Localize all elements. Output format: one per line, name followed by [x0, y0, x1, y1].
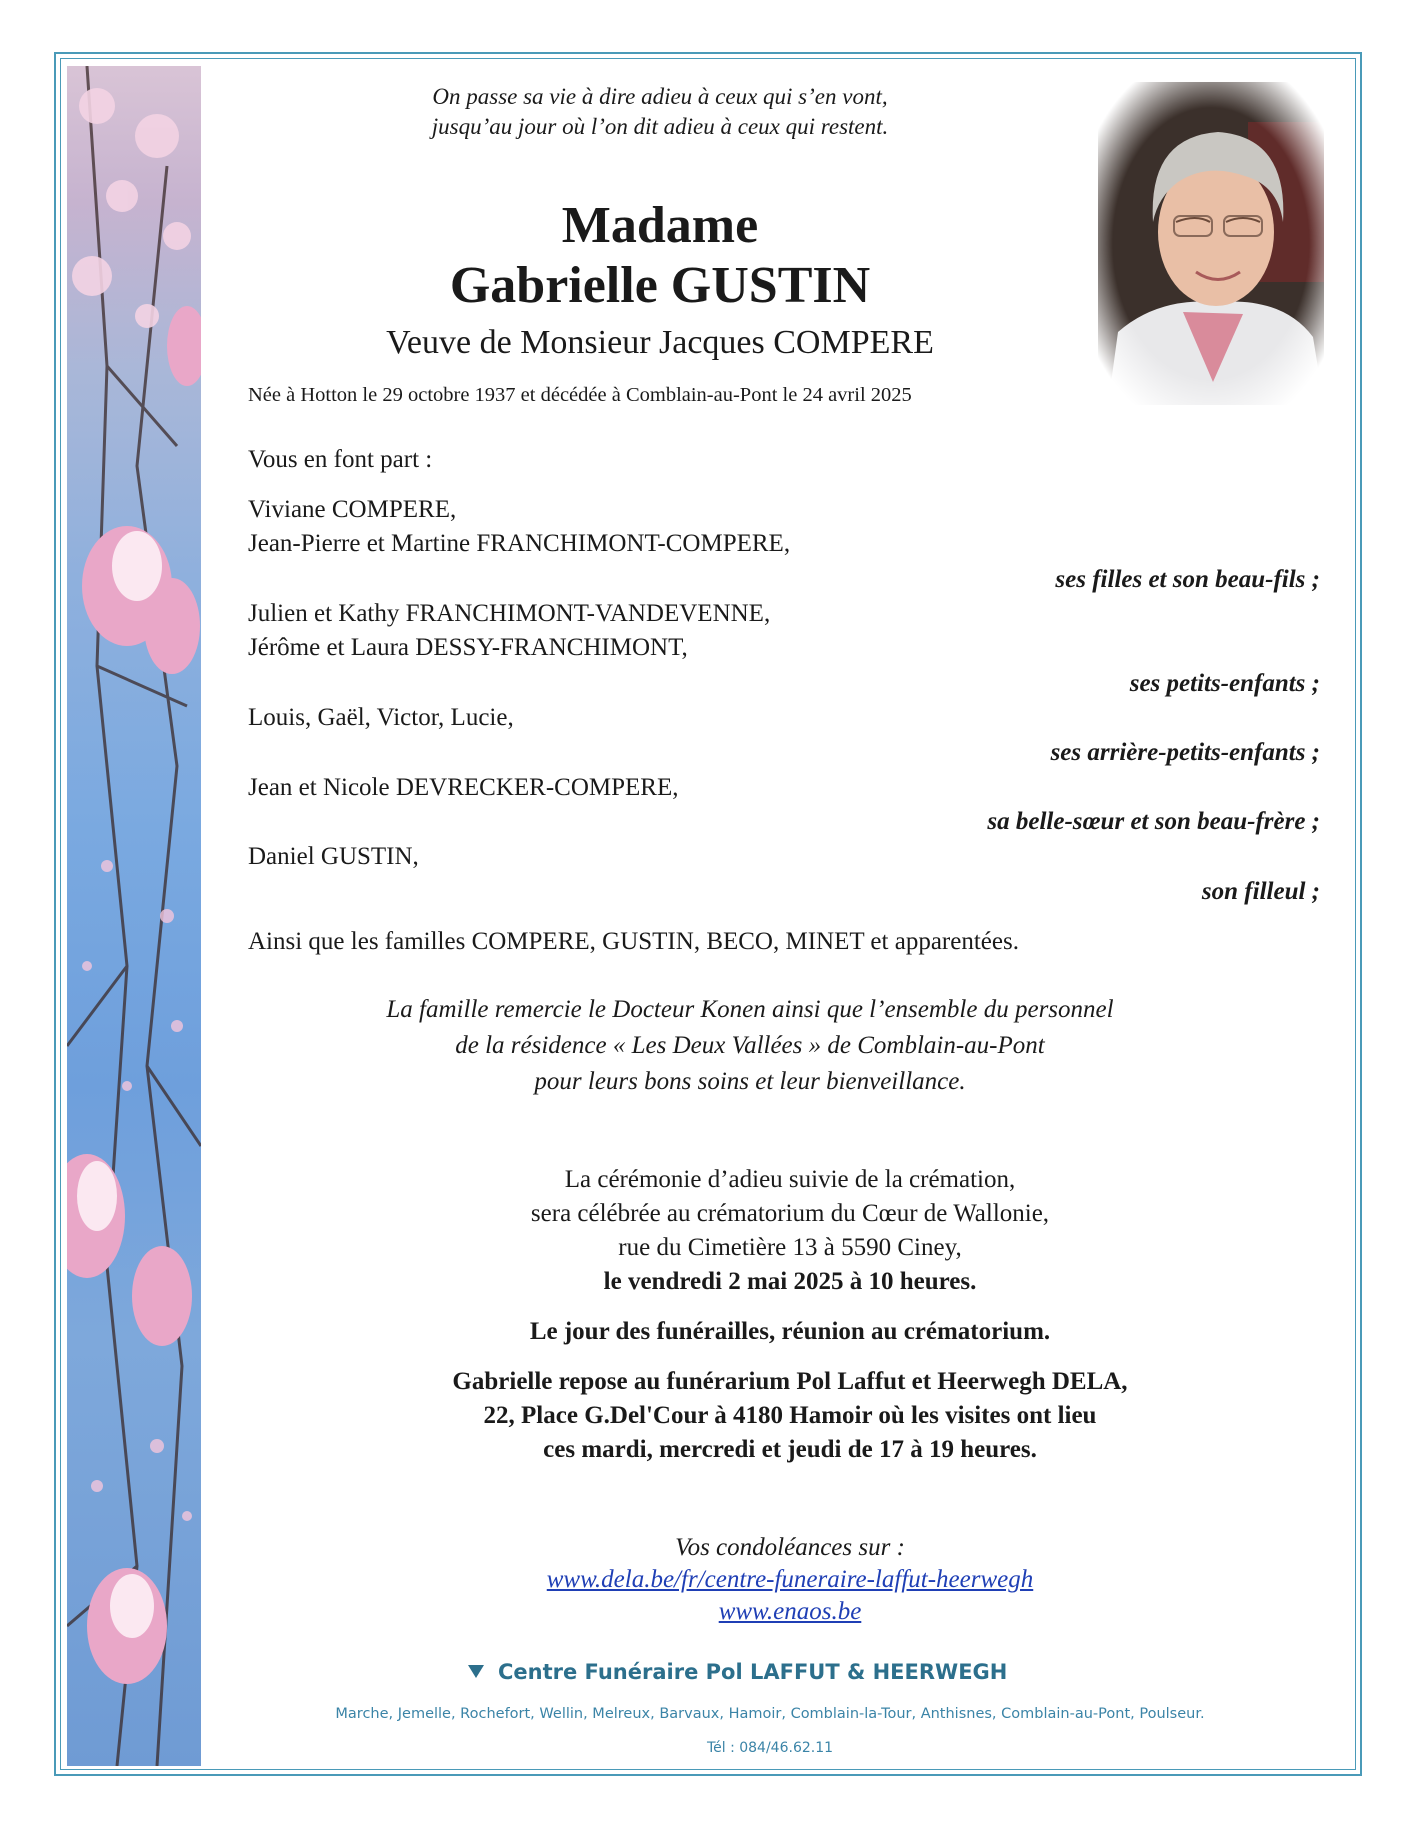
families-line: Ainsi que les familles COMPERE, GUSTIN, BECO, MINET et apparentées.	[248, 928, 1019, 955]
family-role: son filleul ;	[1201, 878, 1320, 905]
family-name: Louis, Gaël, Victor, Lucie,	[248, 704, 514, 731]
family-role: sa belle-sœur et son beau-frère ;	[987, 808, 1320, 835]
condolences-link-row	[330, 1594, 1250, 1629]
rest-line: 22, Place G.Del'Cour à 4180 Hamoir où les visites ont lieu	[483, 1402, 1097, 1429]
quote-line-2: jusqu’au jour où l’on dit adieu à ceux qui restent.	[431, 114, 889, 139]
ceremony-line: rue du Cimetière 13 à 5590 Ciney,	[618, 1234, 962, 1261]
ceremony-line: La cérémonie d’adieu suivie de la crémation,	[564, 1166, 1016, 1193]
family-name: Jean-Pierre et Martine FRANCHIMONT-COMPERE,	[248, 530, 791, 557]
condolences-link-row	[330, 1562, 1250, 1597]
footer-telephone: Tél : 084/46.62.11	[706, 1740, 834, 1756]
family-role: ses arrière-petits-enfants ;	[1050, 739, 1320, 766]
family-name: Viviane COMPERE,	[248, 496, 457, 523]
triangle-down-icon	[468, 1665, 484, 1678]
rest-line: ces mardi, mercredi et jeudi de 17 à 19 heures.	[543, 1436, 1037, 1463]
thanks-line: de la résidence « Les Deux Vallées » de Comblain-au-Pont	[455, 1032, 1045, 1059]
condolences-link-dela[interactable]: www.dela.be/fr/centre-funeraire-laffut-heerwegh	[546, 1566, 1034, 1593]
family-name: Julien et Kathy FRANCHIMONT-VANDEVENNE,	[248, 600, 771, 627]
footer-company-name: Centre Funéraire Pol LAFFUT & HEERWEGH	[498, 1660, 1008, 1684]
family-name: Jean et Nicole DEVRECKER-COMPERE,	[248, 774, 679, 801]
quote-line-1: On passe sa vie à dire adieu à ceux qui s’en vont,	[432, 84, 888, 109]
family-name: Daniel GUSTIN,	[248, 843, 419, 870]
condolences-link-enaos[interactable]: www.enaos.be	[718, 1598, 862, 1625]
title-madame: Madame	[561, 197, 759, 254]
footer-company	[468, 1660, 1068, 1684]
rest-line: Gabrielle repose au funérarium Pol Laffut et Heerwegh DELA,	[452, 1368, 1128, 1395]
intro-text: Vous en font part :	[248, 446, 433, 473]
family-role: ses filles et son beau-fils ;	[1055, 566, 1320, 593]
ceremony-date: le vendredi 2 mai 2025 à 10 heures.	[603, 1268, 977, 1295]
widow-of: Veuve de Monsieur Jacques COMPERE	[386, 324, 934, 361]
ceremony-meeting: Le jour des funérailles, réunion au crématorium.	[529, 1318, 1051, 1345]
family-name: Jérôme et Laura DESSY-FRANCHIMONT,	[248, 634, 688, 661]
thanks-line: pour leurs bons soins et leur bienveillance.	[534, 1068, 966, 1095]
birth-death-line: Née à Hotton le 29 octobre 1937 et décédée à Comblain-au-Pont le 24 avril 2025	[248, 384, 912, 406]
ceremony-line: sera célébrée au crématorium du Cœur de Wallonie,	[530, 1200, 1050, 1227]
portrait-photo	[1098, 82, 1324, 405]
thanks-line: La famille remercie le Docteur Konen ainsi que l’ensemble du personnel	[386, 996, 1114, 1023]
condolences-label: Vos condoléances sur :	[675, 1534, 905, 1561]
deceased-name: Gabrielle GUSTIN	[449, 257, 871, 314]
footer-towns: Marche, Jemelle, Rochefort, Wellin, Melreux, Barvaux, Hamoir, Comblain-la-Tour, Anthisnes, Comblain-au-Pont, Poulseur.	[335, 1706, 1205, 1722]
family-role: ses petits-enfants ;	[1129, 670, 1320, 697]
decorative-flower-strip	[67, 66, 201, 1766]
